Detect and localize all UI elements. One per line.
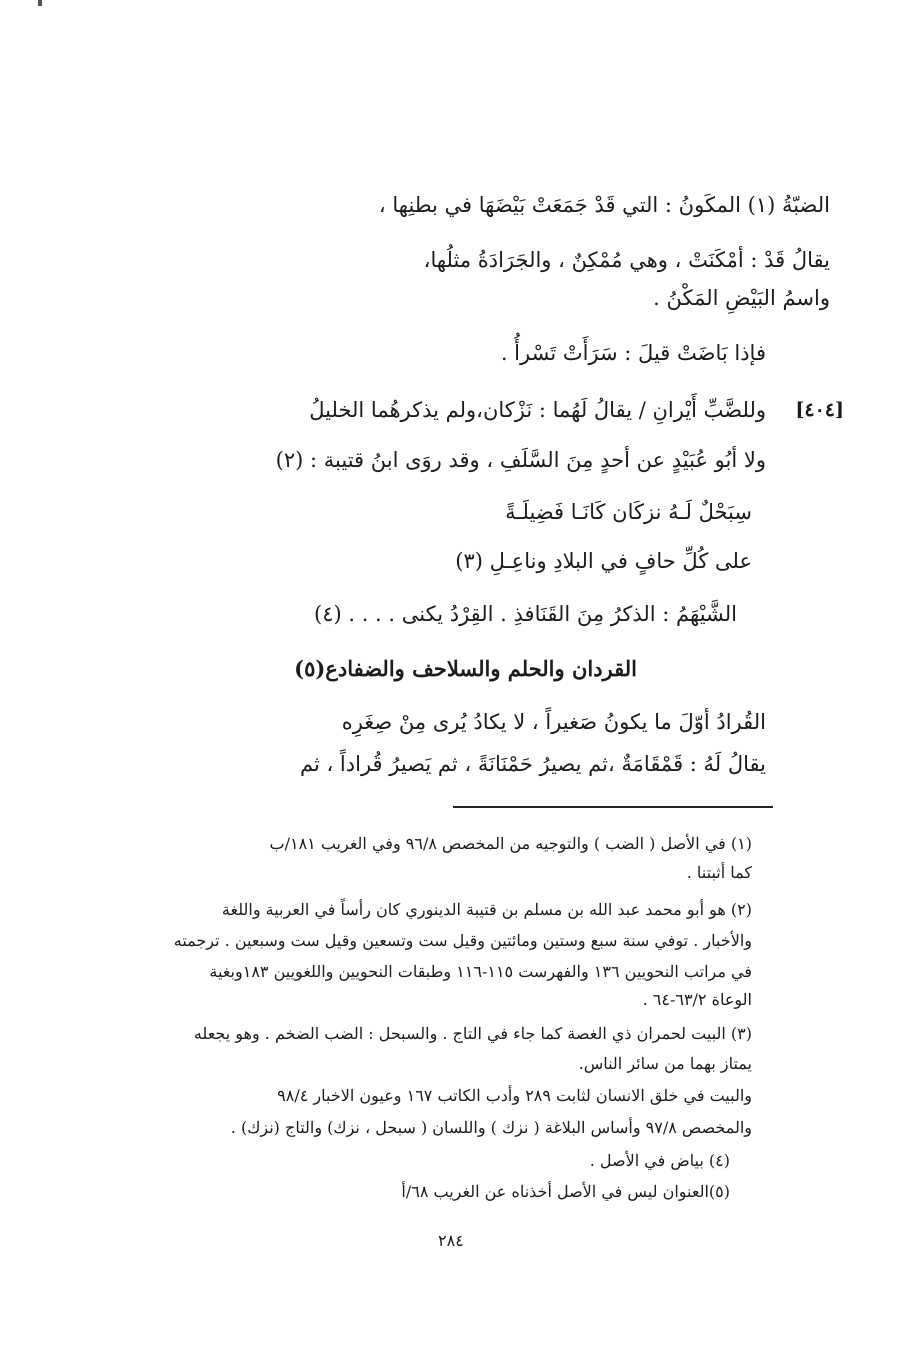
body-line: القُرادُ أوّلَ ما يكونُ صَغيراً ، لا يكادُ يُرى مِنْ صِغَرِه (341, 710, 766, 734)
body-line: الشَّيْهَمُ : الذكرُ مِنَ القَنَافذِ . القِرْدُ يكنى . . . . (٤) (314, 602, 737, 626)
footnote-line: (٥)العنوان ليس في الأصل أخذناه عن الغريب ٦٨/أ (401, 1182, 730, 1201)
footnote-line: (١) في الأصل ( الضب ) والتوجيه من المخصص ٩٦/٨ وفي الغريب ١٨١/ب (269, 834, 752, 853)
body-line: يقالُ لَهُ : قَمْقَامَةٌ ،ثم يصيرُ حَمْنَانَةً ، ثم يَصيرُ قُراداً ، ثم (299, 752, 766, 776)
body-line: يقالُ قَدْ : أمْكَنَتْ ، وهي مُمْكِنٌ ، والجَرَادَةُ مثلُها، (423, 248, 830, 272)
footnote-line: في مراتب النحويين ١٣٦ والفهرست ١١٥-١١٦ وطبقات النحويين واللغويين ١٨٣وبغية (209, 962, 752, 981)
scan-speck (38, 0, 42, 6)
footnote-line: الوعاة ٦٣/٢-٦٤ . (642, 990, 752, 1009)
body-line: الضبّةُ (١) المكَونُ : التي قَدْ جَمَعَتْ بَيْضَهَا في بطنِها ، (378, 193, 830, 217)
footnote-rule (453, 806, 773, 808)
footnote-line: والبيت في خلق الانسان لثابت ٢٨٩ وأدب الكاتب ١٦٧ وعيون الاخبار ٩٨/٤ (277, 1086, 752, 1105)
body-line: فإذا بَاضَتْ قيلَ : سَرَأَتْ تَسْرأُ . (500, 341, 766, 365)
footnote-line: يمتاز بهما من سائر الناس. (578, 1054, 752, 1073)
verse-line: سِبَحْلٌ لَـهُ نزكَان كَانَـا فَضِيلَـةً (505, 500, 752, 524)
body-line: ولا أبُو عُبَيْدٍ عن أحدٍ مِنَ السَّلَفِ ، وقد روَى ابنُ قتيبة : (٢) (275, 448, 766, 472)
footnote-line: كما أثبتنا . (686, 863, 752, 882)
footnote-line: (٢) هو أبو محمد عبد الله بن مسلم بن قتيبة الدينوري كان رأساً في العربية واللغة (221, 900, 752, 919)
verse-line: على كُلِّ حافٍ في البلادِ وناعِـلِ (٣) (455, 549, 752, 573)
section-heading: القردان والحلم والسلاحف والضفادع(٥) (294, 656, 637, 681)
footnote-line: (٣) البيت لحمران ذي الغصة كما جاء في التاج . والسبحل : الضب الضخم . وهو يجعله (193, 1024, 752, 1043)
footnote-line: والأخبار . توفي سنة سبع وستين ومائتين وقيل ست وتسعين وقيل ست وسبعين . ترجمته (173, 931, 752, 950)
footnote-line: والمخصص ٩٧/٨ وأساس البلاغة ( نزك ) واللسان ( سبحل ، نزك) والتاج (نزك) . (230, 1118, 752, 1137)
body-line: واسمُ البَيْضِ المَكْنُ . (653, 286, 830, 310)
footnote-line: (٤) بياض في الأصل . (589, 1151, 730, 1170)
section-marker: [٤٠٤] (795, 399, 844, 421)
body-line: وللضَّبِّ أَيْرانِ / يقالُ لَهُما : نَزْكان،ولم يذكرهُما الخليلُ (309, 398, 766, 422)
page-number: ٢٨٤ (438, 1231, 464, 1250)
